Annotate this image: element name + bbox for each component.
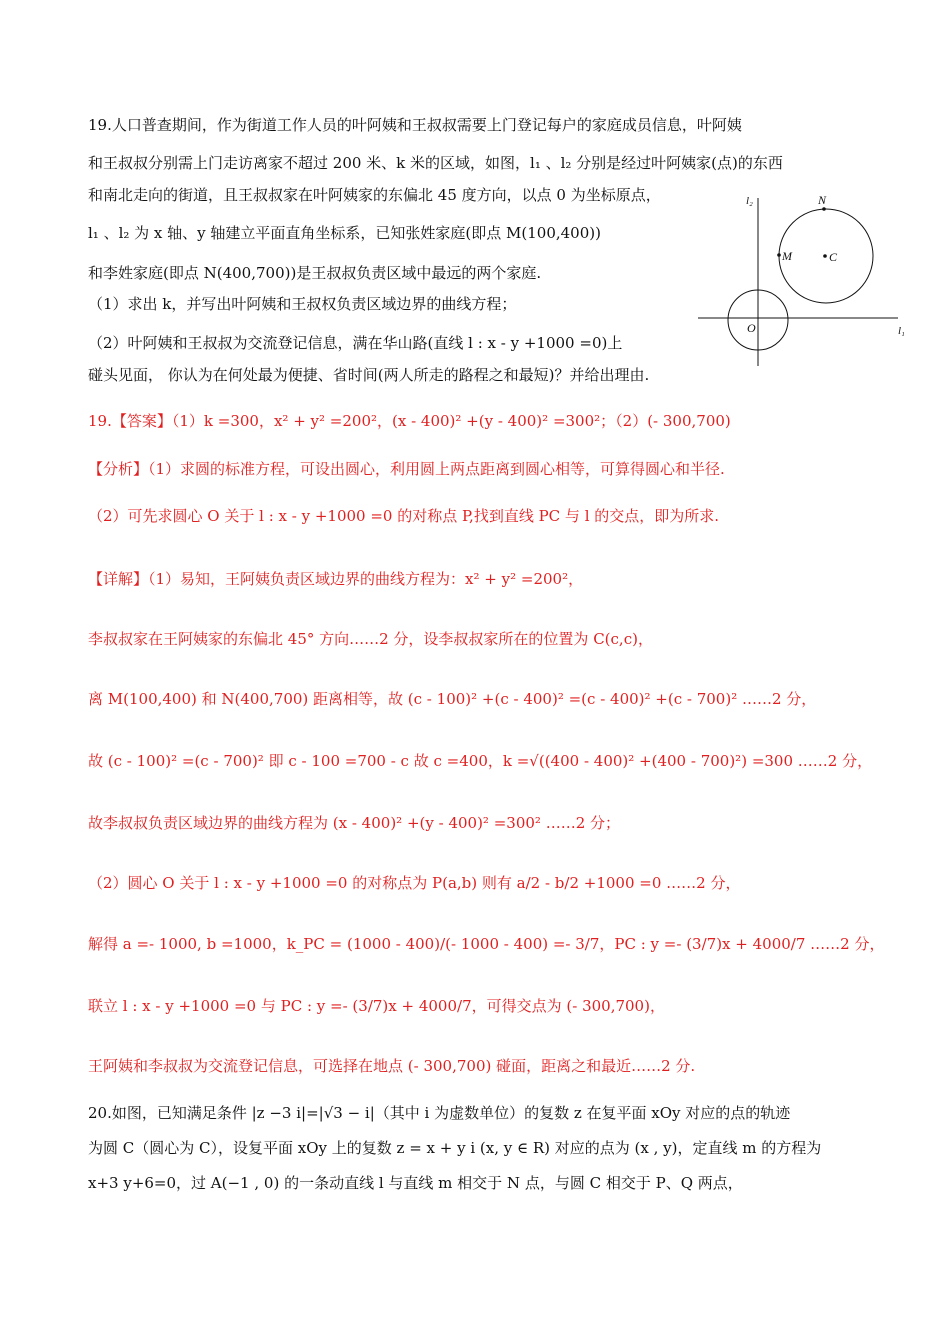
detail-line-2: 李叔叔家在王阿姨家的东偏北 45° 方向……2 分，设李叔叔家所在的位置为 C(c,c)， bbox=[88, 630, 653, 648]
q20-line-3: x+3 y+6=0，过 A(−1 , 0) 的一条动直线 l 与直线 m 相交于 N 点，与圆 C 相交于 P、Q 两点， bbox=[88, 1174, 743, 1192]
detail-line-6: （2）圆心 O 关于 l : x - y +1000 =0 的对称点为 P(a,b) 则有 a/2 - b/2 +1000 =0 ……2 分， bbox=[88, 874, 741, 892]
q19-line-4: l₁ 、l₂ 为 x 轴、y 轴建立平面直角坐标系，已知张姓家庭(即点 M(100,400)) bbox=[88, 224, 601, 242]
detail-line-8: 联立 l : x - y +1000 =0 与 PC : y =- (3/7)x + 4000/7，可得交点为 (- 300,700)， bbox=[88, 997, 665, 1015]
detail-line-9: 王阿姨和李叔叔为交流登记信息，可选择在地点 (- 300,700) 碰面，距离之和最近……2 分. bbox=[88, 1057, 696, 1075]
detail-line-1: 【详解】（1）易知，王阿姨负责区域边界的曲线方程为：x² + y² =200²， bbox=[88, 570, 584, 588]
label-l2: l₂ bbox=[746, 195, 753, 207]
q19-line-6: （1）求出 k，并写出叶阿姨和王叔权负责区域边界的曲线方程； bbox=[88, 295, 517, 313]
analysis-line-1: 【分析】（1）求圆的标准方程，可设出圆心，利用圆上两点距离到圆心相等，可算得圆心和半径. bbox=[88, 460, 725, 478]
point-m bbox=[777, 253, 781, 257]
label-n: N bbox=[818, 193, 827, 207]
label-m: M bbox=[782, 249, 792, 263]
detail-line-3: 离 M(100,400) 和 N(400,700) 距离相等，故 (c - 100)² +(c - 400)² =(c - 400)² +(c - 700)² ……2 分， bbox=[88, 690, 817, 708]
q19-line-8: 碰头见面， 你认为在何处最为便捷、省时间(两人所走的路程之和最短)？并给出理由. bbox=[88, 366, 650, 384]
q19-line-2: 和王叔叔分别需上门走访离家不超过 200 米、k 米的区域，如图，l₁ 、l₂ 分别是经过叶阿姨家(点)的东西 bbox=[88, 154, 783, 172]
q19-line-3: 和南北走向的街道，且王叔叔家在叶阿姨家的东偏北 45 度方向，以点 0 为坐标原点， bbox=[88, 186, 661, 204]
q20-line-2: 为圆 C（圆心为 C），设复平面 xOy 上的复数 z = x + y i (x, y ∈ R) 对应的点为 (x , y)，定直线 m 的方程为 bbox=[88, 1139, 822, 1157]
analysis-line-2: （2）可先求圆心 O 关于 l : x - y +1000 =0 的对称点 P,找到直线 PC 与 l 的交点，即为所求. bbox=[88, 507, 720, 525]
detail-line-4: 故 (c - 100)² =(c - 700)² 即 c - 100 =700 - c 故 c =400，k =√((400 - 400)² +(400 - 700)²) =300 ……2 分， bbox=[88, 752, 873, 770]
q19-line-7: （2）叶阿姨和王叔叔为交流登记信息，满在华山路(直线 l : x - y +1000 =0)上 bbox=[88, 334, 623, 352]
detail-line-5: 故李叔叔负责区域边界的曲线方程为 (x - 400)² +(y - 400)² =300² ……2 分； bbox=[88, 814, 621, 832]
label-o: O bbox=[747, 321, 756, 335]
detail-line-7: 解得 a =- 1000, b =1000，k_PC = (1000 - 400)/(- 1000 - 400) =- 3/7，PC : y =- (3/7)x + 4000/7 ……2 分， bbox=[88, 935, 885, 953]
label-c: C bbox=[829, 250, 838, 264]
coordinate-figure bbox=[694, 186, 910, 378]
point-c bbox=[823, 254, 827, 258]
q19-line-1: 19.人口普查期间，作为街道工作人员的叶阿姨和王叔叔需要上门登记每户的家庭成员信息，叶阿姨 bbox=[88, 116, 742, 134]
q20-line-1: 20.如图，已知满足条件 |z −3 i|=|√3 − i|（其中 i 为虚数单位）的复数 z 在复平面 xOy 对应的点的轨迹 bbox=[88, 1104, 791, 1122]
answer-line-1: 19.【答案】（1）k =300，x² + y² =200²，(x - 400)² +(y - 400)² =300²；（2）(- 300,700) bbox=[88, 412, 731, 430]
point-n bbox=[822, 207, 826, 211]
label-l1: l₁ bbox=[898, 325, 905, 337]
q19-line-5: 和李姓家庭(即点 N(400,700))是王叔叔负责区域中最远的两个家庭. bbox=[88, 264, 542, 282]
